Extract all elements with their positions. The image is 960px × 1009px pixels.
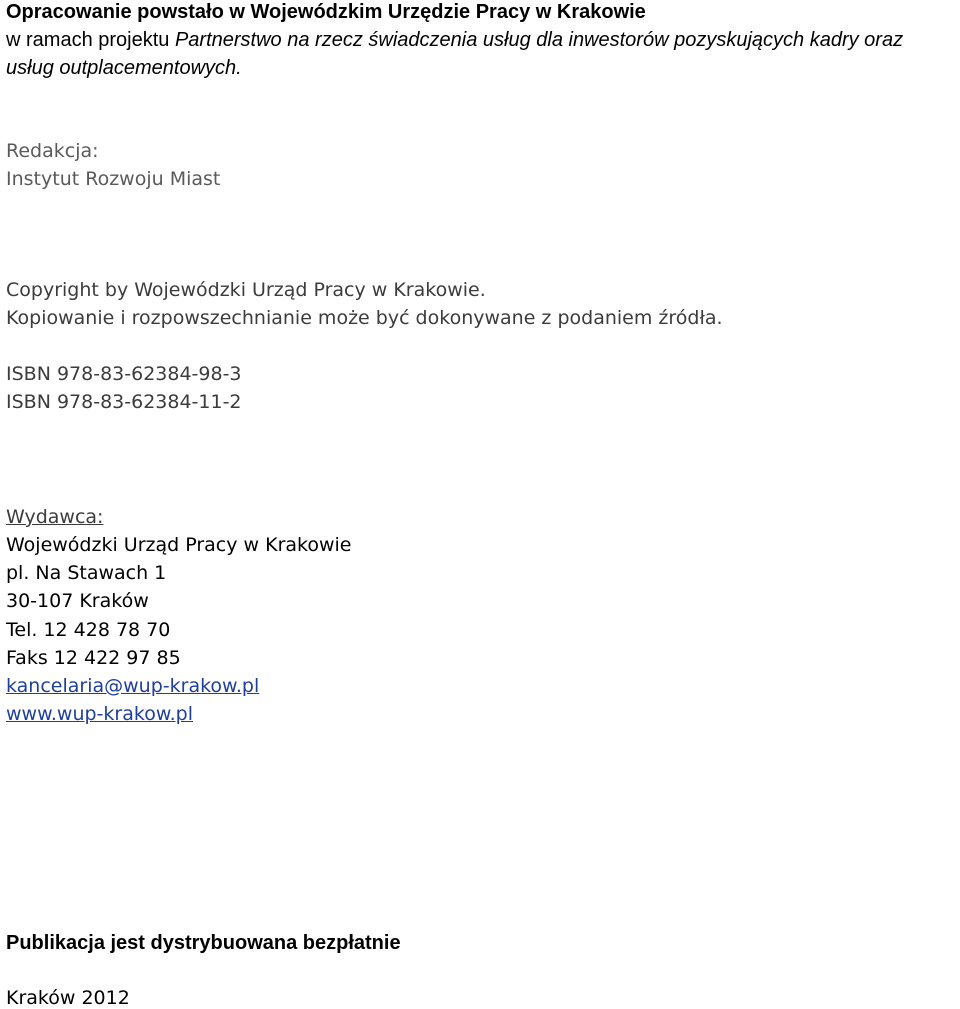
- publisher-name: Wojewódzki Urząd Pracy w Krakowie: [6, 534, 352, 556]
- publisher-phone: Tel. 12 428 78 70: [6, 619, 171, 641]
- intro-heading: Opracowanie powstało w Wojewódzkim Urzędzie Pracy w Krakowie: [6, 1, 646, 23]
- project-name-part1: Partnerstwo na rzecz świadczenia usług dla inwestorów pozyskujących kadry oraz: [174, 29, 904, 51]
- place-and-year: Kraków 2012: [6, 987, 130, 1009]
- project-name-part2: usług outplacementowych.: [6, 57, 242, 79]
- copying-notice: Kopiowanie i rozpowszechnianie może być dokonywane z podaniem źródła.: [6, 307, 723, 329]
- publisher-street: pl. Na Stawach 1: [6, 562, 167, 584]
- editorial-label: Redakcja:: [6, 140, 99, 162]
- publisher-fax: Faks 12 422 97 85: [6, 647, 181, 669]
- publisher-email-link[interactable]: kancelaria@wup-krakow.pl: [6, 675, 260, 697]
- publisher-label: Wydawca:: [6, 506, 104, 528]
- isbn-second: ISBN 978-83-62384-11-2: [6, 391, 242, 413]
- publisher-website-link[interactable]: www.wup-krakow.pl: [6, 703, 193, 725]
- editorial-name: Instytut Rozwoju Miast: [6, 168, 221, 190]
- publisher-city: 30-107 Kraków: [6, 590, 149, 612]
- isbn-first: ISBN 978-83-62384-98-3: [6, 363, 242, 385]
- intro-project-line: [6, 30, 903, 50]
- distribution-note: Publikacja jest dystrybuowana bezpłatnie: [6, 932, 401, 954]
- intro-line-prefix: w ramach projektu: [6, 29, 175, 51]
- copyright-line: Copyright by Wojewódzki Urząd Pracy w Krakowie.: [6, 279, 486, 301]
